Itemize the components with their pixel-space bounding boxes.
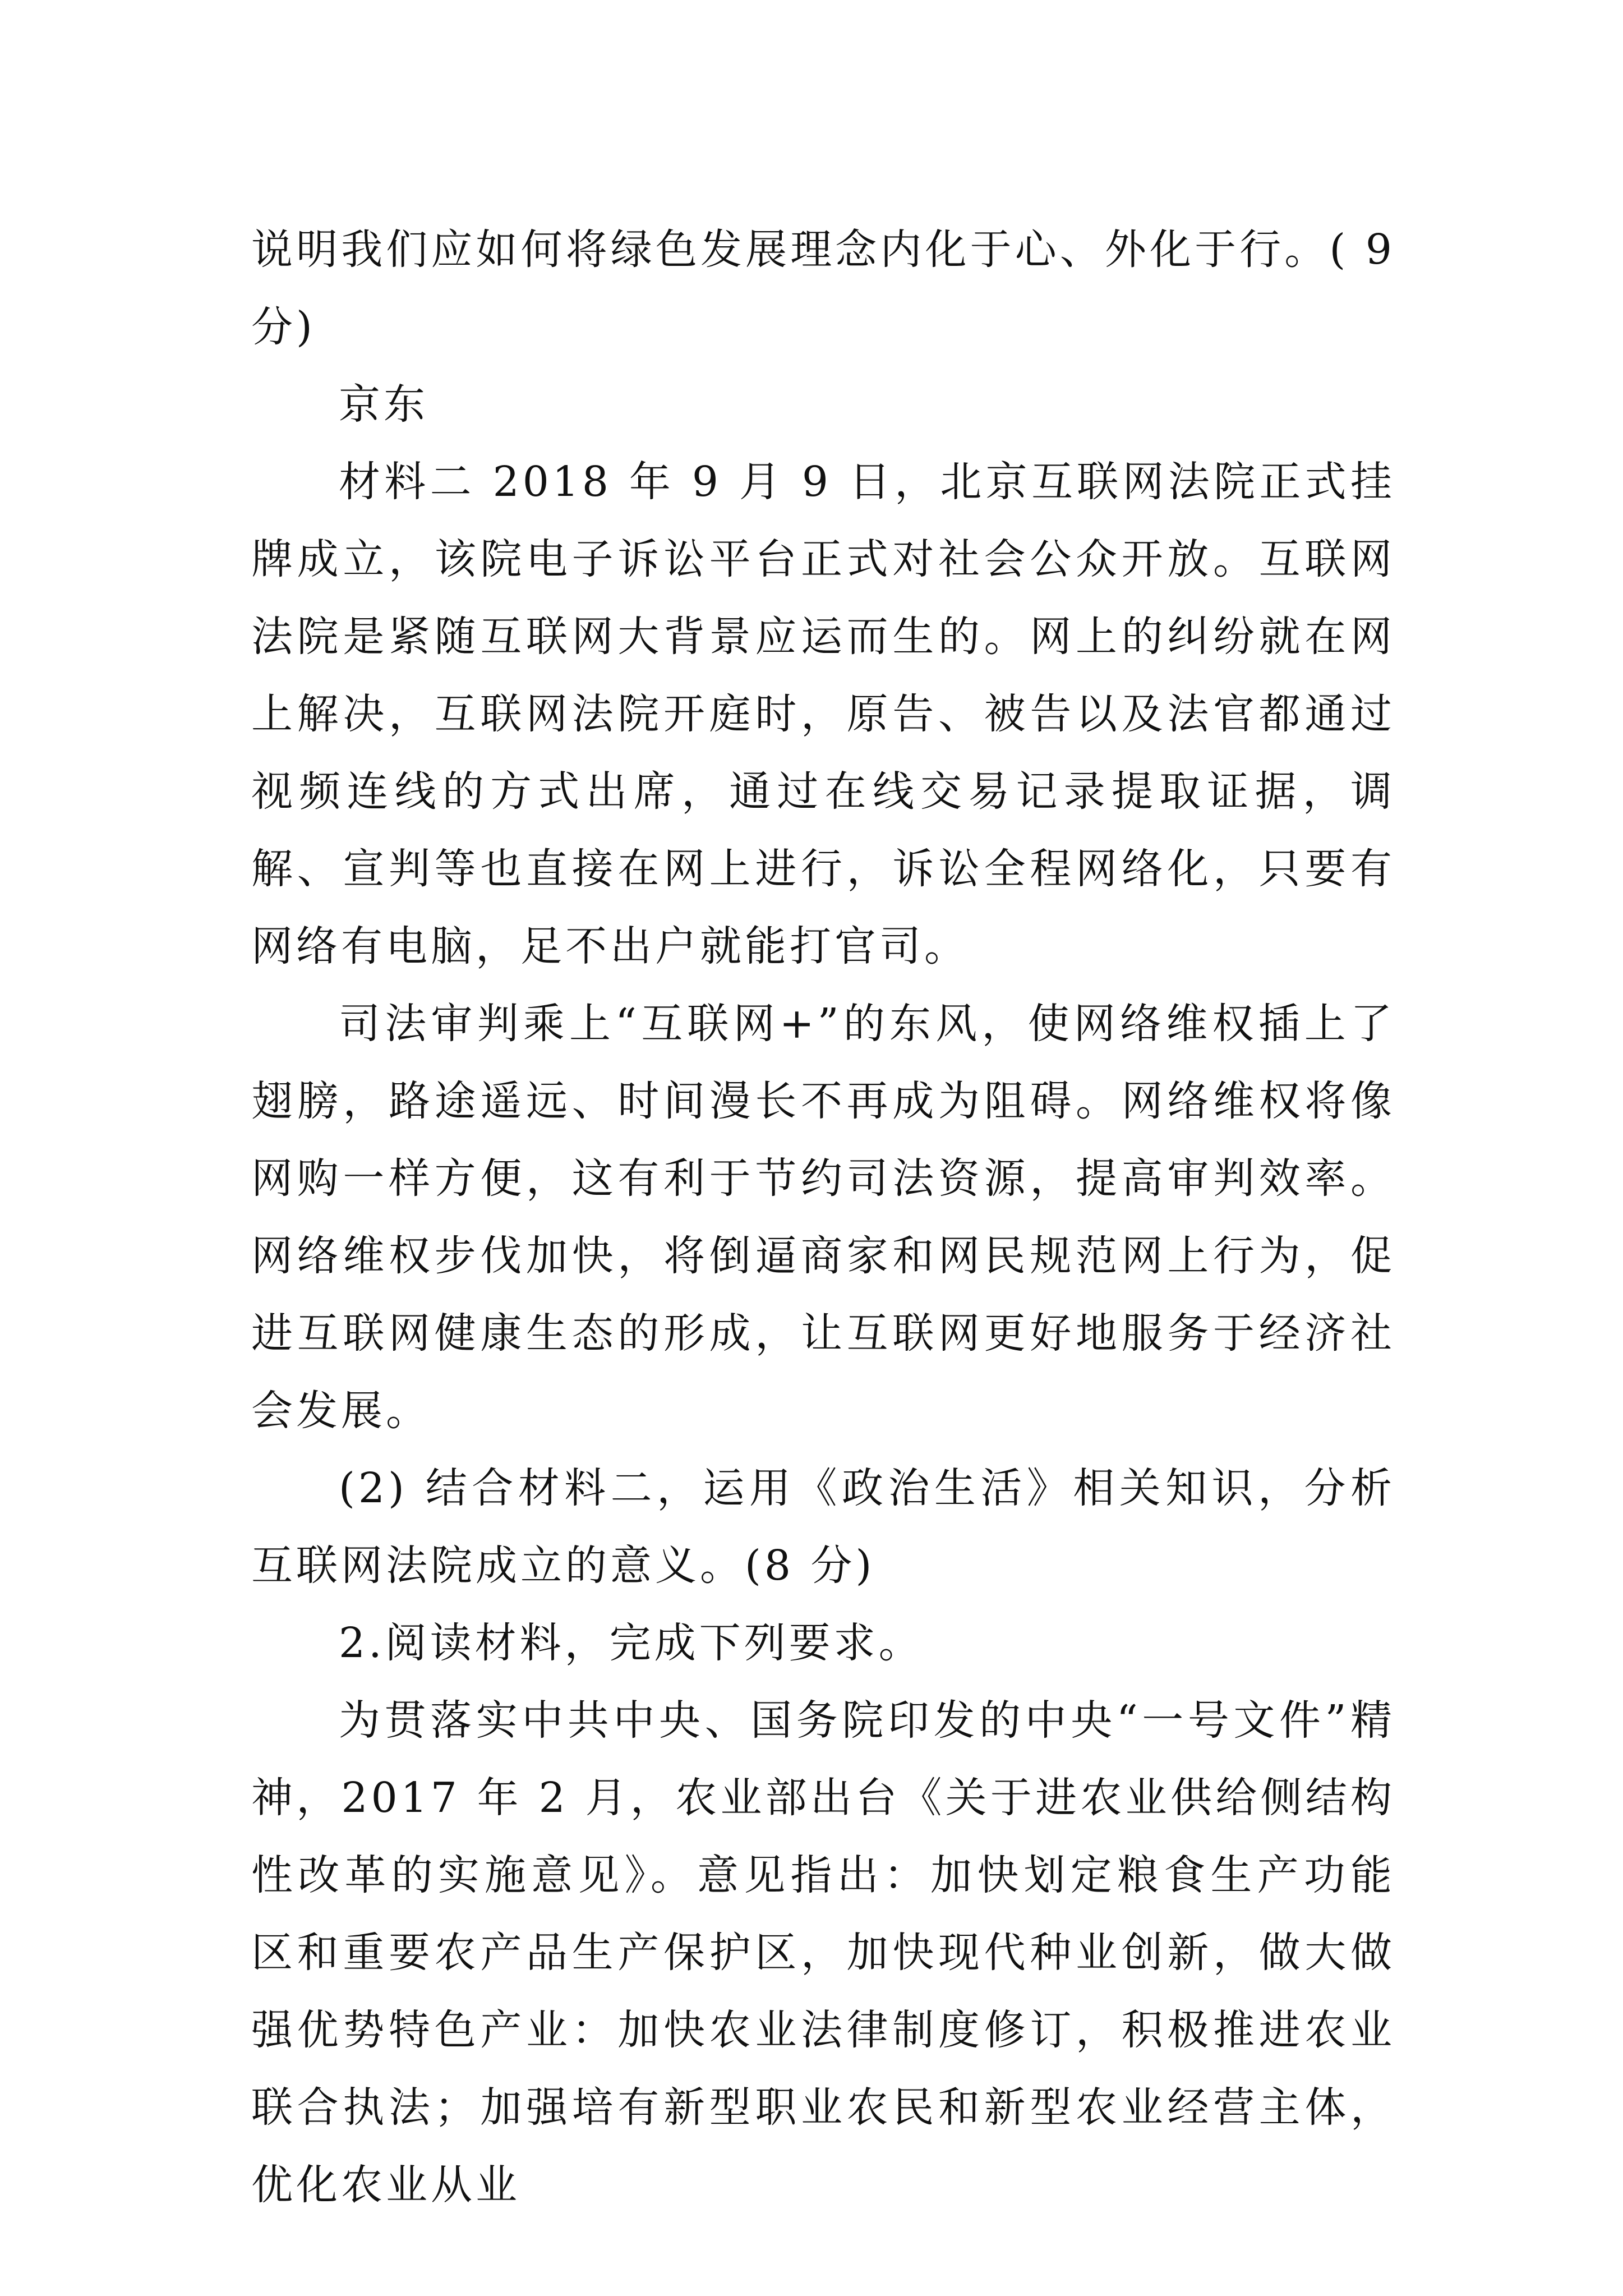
paragraph-question-continuation: 说明我们应如何将绿色发展理念内化于心、外化于行。( 9 分) [251,226,1395,351]
paragraph-question-two: (2) 结合材料二，运用《政治生活》相关知识，分析互联网法院成立的意义。(8 分) [251,1464,1395,1590]
paragraph-section-two-heading: 2.阅读材料，完成下列要求。 [339,1619,924,1667]
paragraph-agriculture-material: 为贯落实中共中央、国务院印发的中央“一号文件”精神，2017 年 2 月，农业部出台《关于进农业供给侧结构性改革的实施意见》。意见指出：加快划定粮食生产功能区和重要农产品生产保护区，加快现代种业创新，做大做强优势特色产业：加快农业法律制度修订，积极推进农业联合执法；加强培有新型职业农民和新型农业经营主体，优化农业从业 [251,1696,1395,2209]
paragraph-source-label: 京东 [339,380,428,429]
paragraph-material-two: 材料二 2018 年 9 月 9 日，北京互联网法院正式挂牌成立，该院电子诉讼平台正式对社会公众开放。互联网法院是紧随互联网大背景应运而生的。网上的纠纷就在网上解决，互联网法院开庭时，原告、被告以及法官都通过视频连线的方式出席，通过在线交易记录提取证据，调解、宣判等也直接在网上进行，诉讼全程网络化，只要有网络有电脑，足不出户就能打官司。 [251,458,1395,970]
document-body [251,211,1395,2224]
paragraph-material-two-commentary: 司法审判乘上“互联网+”的东风，使网络维权插上了翅膀，路途遥远、时间漫长不再成为阻碍。网络维权将像网购一样方便，这有利于节约司法资源，提高审判效率。网络维权步伐加快，将倒逼商家和网民规范网上行为，促进互联网健康生态的形成，让互联网更好地服务于经济社会发展。 [251,1000,1395,1435]
